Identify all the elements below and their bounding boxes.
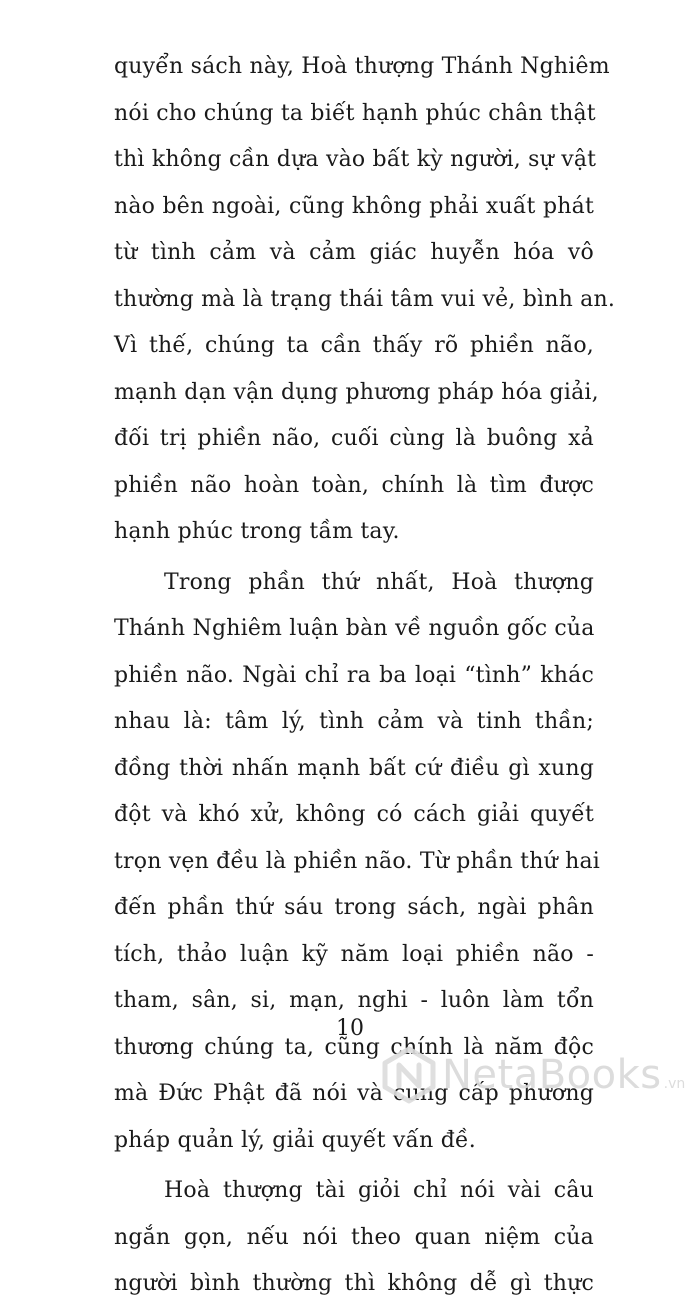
- paragraph: [114, 44, 616, 556]
- text-line: Hoà thượng tài giỏi chỉ nói vài câu: [164, 1178, 594, 1203]
- text-line: nói cho chúng ta biết hạnh phúc chân thật: [114, 100, 596, 126]
- text-line: đến phần thứ sáu trong sách, ngài phân: [114, 895, 594, 920]
- text-line: thường mà là trạng thái tâm vui vẻ, bình an.: [114, 286, 616, 312]
- text-line: trọn vẹn đều là phiền não. Từ phần thứ hai: [114, 848, 601, 874]
- text-line: phiền não. Ngài chỉ ra ba loại “tình” khác: [114, 662, 594, 688]
- text-line: phiền não hoàn toàn, chính là tìm được: [114, 472, 594, 498]
- text-line: người bình thường thì không dễ gì thực: [114, 1271, 594, 1296]
- text-line: pháp quản lý, giải quyết vấn đề.: [114, 1127, 476, 1153]
- text-line: đối trị phiền não, cuối cùng là buông xả: [114, 426, 594, 451]
- text-line: mạnh dạn vận dụng phương pháp hóa giải,: [114, 379, 599, 405]
- text-line: đột và khó xử, không có cách giải quyết: [114, 802, 594, 827]
- text-line: thương chúng ta, cũng chính là năm độc: [114, 1034, 594, 1060]
- body-text: [114, 44, 616, 1308]
- watermark: [380, 1040, 690, 1110]
- text-line: ngắn gọn, nếu nói theo quan niệm của: [114, 1224, 594, 1250]
- watermark-text: NetaBooks: [442, 1052, 662, 1098]
- page-number: 10: [336, 1016, 364, 1041]
- text-line: đồng thời nhấn mạnh bất cứ điều gì xung: [114, 755, 594, 781]
- text-line: thì không cần dựa vào bất kỳ người, sự vật: [114, 147, 597, 172]
- text-line: tích, thảo luận kỹ năm loại phiền não -: [114, 941, 594, 967]
- text-line: tham, sân, si, mạn, nghi - luôn làm tổn: [114, 988, 594, 1013]
- text-line: Vì thế, chúng ta cần thấy rõ phiền não,: [114, 333, 594, 358]
- netabooks-logo-icon: [380, 1046, 438, 1104]
- text-line: nào bên ngoài, cũng không phải xuất phát: [114, 193, 594, 219]
- text-line: nhau là: tâm lý, tình cảm và tinh thần;: [114, 709, 594, 734]
- text-line: từ tình cảm và cảm giác huyễn hóa vô: [114, 240, 594, 265]
- text-line: quyển sách này, Hoà thượng Thánh Nghiêm: [114, 54, 610, 79]
- paragraph: [114, 1168, 594, 1308]
- text-line: Trong phần thứ nhất, Hoà thượng: [164, 569, 594, 595]
- text-line: mà Đức Phật đã nói và cung cấp phương: [114, 1081, 594, 1106]
- watermark-suffix: .vn: [663, 1076, 686, 1092]
- text-line: hạnh phúc trong tầm tay.: [114, 519, 400, 544]
- text-line: Thánh Nghiêm luận bàn về nguồn gốc của: [114, 616, 595, 641]
